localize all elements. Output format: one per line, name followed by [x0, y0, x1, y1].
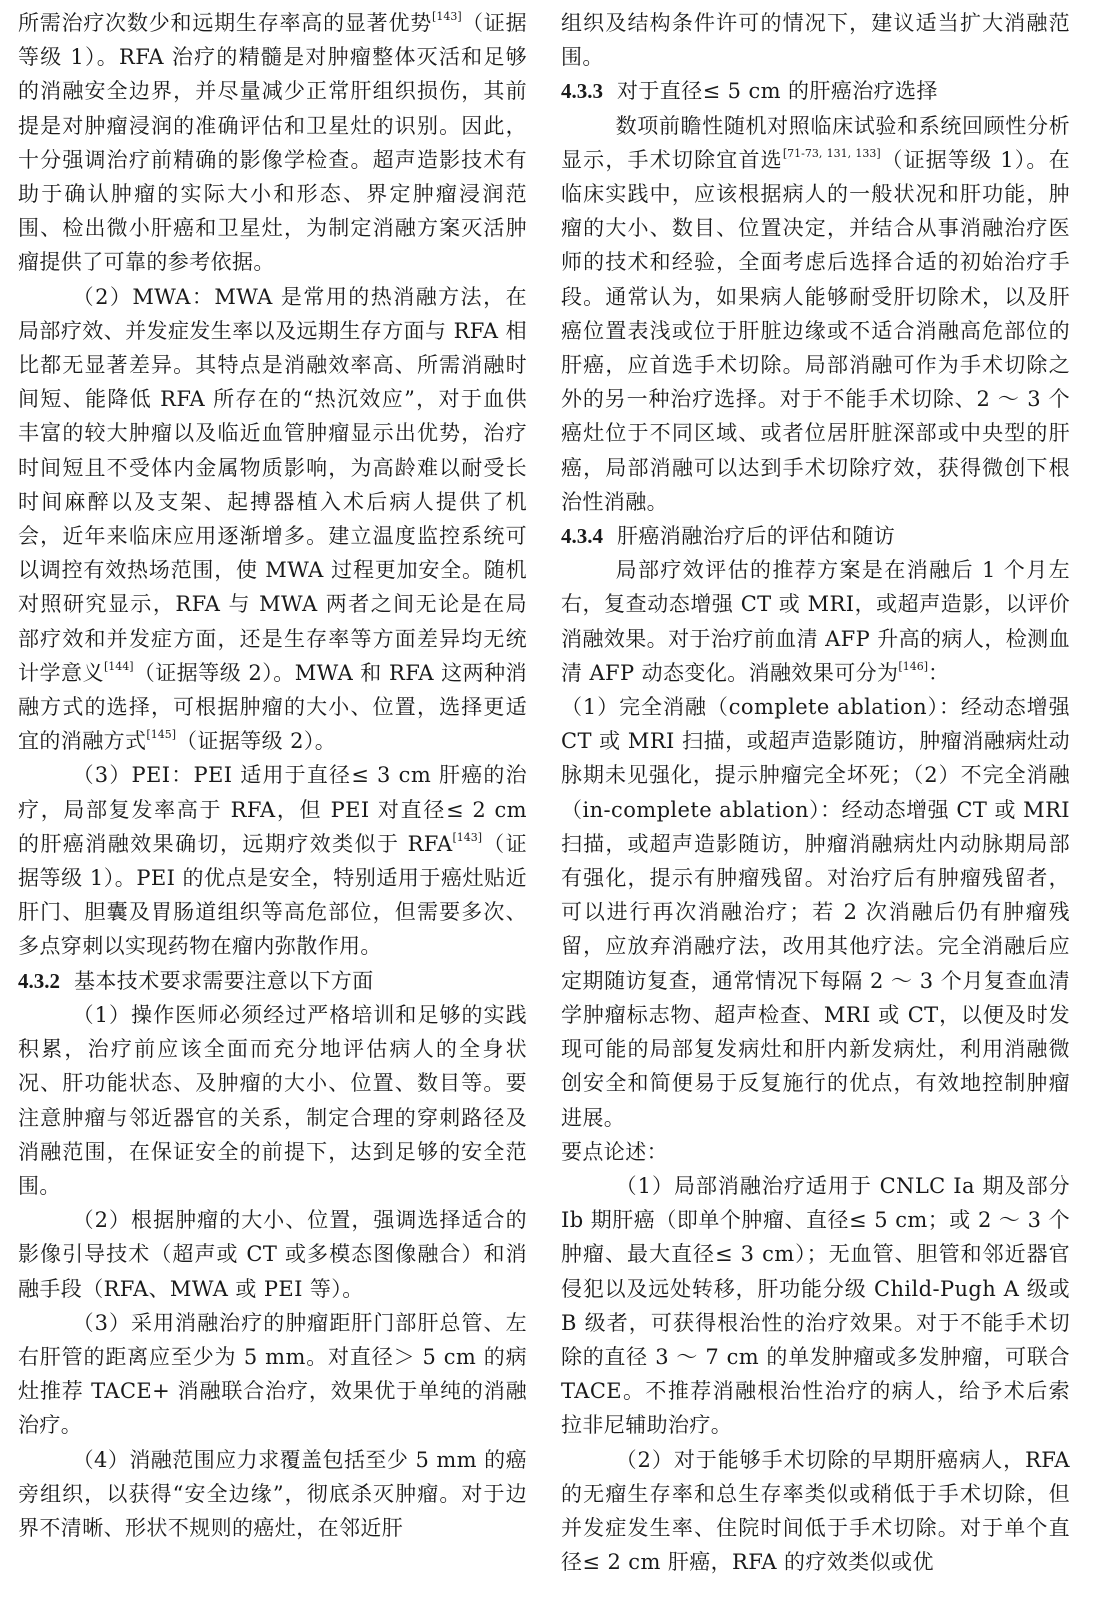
paragraph: （4）消融范围应力求覆盖包括至少 5 mm 的癌旁组织，以获得“安全边缘”，彻底杀灭肿瘤。对于边界不清晰、形状不规则的癌灶，在邻近肝 — [18, 1447, 527, 1540]
paragraph-text: （证据等级 1）。在临床实践中，应该根据病人的一般状况和肝功能，肿瘤的大小、数目、位置决定，并结合从事消融治疗医师的技术和经验，全面考虑后选择合适的初始治疗手段。通常认为，如果病人能够耐受肝切除术，以及肝癌位置表浅或位于肝脏边缘或不适合消融高危部位的肝癌，应首选手术切除。局部消融可作为手术切除之外的另一种治疗选择。对于不能手术切除、2 ～ 3 个癌灶位于不同区域、或者位居肝脏深部或中央型的肝癌，局部消融可以达到手术切除疗效，获得微创下根治性消融。 — [561, 147, 1070, 514]
paragraph: 要点论述： — [561, 1139, 668, 1164]
left-column — [18, 6, 527, 1604]
paragraph — [18, 758, 527, 963]
paragraph-text: 数项前瞻性随机对照临床试验和系统回顾性分析显示，手术切除宜首选 — [561, 113, 1070, 172]
paragraph-text: ： — [928, 660, 950, 685]
paragraph-text: 所需治疗次数少和远期生存率高的显著优势 — [18, 11, 433, 35]
paragraph: （2）对于能够手术切除的早期肝癌病人，RFA 的无瘤生存率和总生存率类似或稍低于手术切除，但并发症发生率、住院时间低于手术切除。对于单个直径≤ 2 cm 肝癌，RFA 的疗效类似或优 — [561, 1447, 1070, 1575]
paragraph: （3）采用消融治疗的肿瘤距肝门部肝总管、左右肝管的距离应至少为 5 mm。对直径＞ 5 cm 的病灶推荐 TACE+ 消融联合治疗，效果优于单纯的消融治疗。 — [18, 1310, 527, 1438]
paragraph: （1）完全消融（complete ablation）：经动态增强 CT 或 MRI 扫描，或超声造影随访，肿瘤消融病灶动脉期未见强化，提示肿瘤完全坏死；（2）不完全消融（in-complete ablation）：经动态增强 CT 或 MRI 扫描，或超声造影随访，肿瘤消融病灶内动脉期局部有强化，提示有肿瘤残留。对治疗后有肿瘤残留者，可以进行再次消融治疗；若 2 次消融后仍有肿瘤残留，应放弃消融疗法，改用其他疗法。完全消融后应定期随访复查，通常情况下每隔 2 ～ 3 个月复查血清学肿瘤标志物、超声检查、MRI 或 CT，以便及时发现可能的局部复发病灶和肝内新发病灶，利用消融微创安全和简便易于反复施行的优点，有效地控制肿瘤进展。 — [561, 695, 1070, 1130]
paragraph — [18, 6, 527, 280]
paragraph — [561, 553, 1070, 690]
section-heading — [18, 964, 527, 998]
paragraph-text: （证据等级 2）。MWA 和 RFA 这两种消融方式的选择，可根据肿瘤的大小、位置，选择更适宜的消融方式 — [18, 660, 527, 754]
section-heading — [561, 74, 1070, 108]
section-number: 4.3.3 — [561, 79, 603, 104]
paragraph-text: 局部疗效评估的推荐方案是在消融后 1 个月左右，复查动态增强 CT 或 MRI，或超声造影，以评价消融效果。对于治疗前血清 AFP 升高的病人，检测血清 AFP 动态变化。消融效果可分为 — [561, 558, 1070, 685]
paragraph: （2）根据肿瘤的大小、位置，强调选择适合的影像引导技术（超声或 CT 或多模态图像融合）和消融手段（RFA、MWA 或 PEI 等）。 — [18, 1208, 527, 1301]
paragraph — [18, 280, 527, 759]
paragraph-text: （证据等级 1）。RFA 治疗的精髓是对肿瘤整体灭活和足够的消融安全边界，并尽量减少正常肝组织损伤，其前提是对肿瘤浸润的准确评估和卫星灶的识别。因此，十分强调治疗前精确的影像学检查。超声造影技术有助于确认肿瘤的实际大小和形态、界定肿瘤浸润范围、检出微小肝癌和卫星灶，为制定消融方案灭活肿瘤提供了可靠的参考依据。 — [18, 11, 527, 275]
section-title: 基本技术要求需要注意以下方面 — [74, 968, 374, 993]
citation: [146] — [898, 659, 929, 673]
paragraph-text: （3）PEI：PEI 适用于直径≤ 3 cm 肝癌的治疗，局部复发率高于 RFA，但 PEI 对直径≤ 2 cm 的肝癌消融效果确切，远期疗效类似于 RFA — [18, 763, 527, 856]
citation: [71-73, 131, 133] — [782, 146, 881, 160]
paragraph — [561, 109, 1070, 519]
section-heading — [561, 519, 1070, 553]
citation: [144] — [104, 659, 134, 673]
section-number: 4.3.2 — [18, 968, 60, 993]
paragraph-text: （证据等级 1）。PEI 的优点是安全，特别适用于癌灶贴近肝门、胆囊及胃肠道组织等高危部位，但需要多次、多点穿刺以实现药物在瘤内弥散作用。 — [18, 831, 527, 959]
paragraph-text: （证据等级 2）。 — [176, 729, 337, 754]
paragraph: （1）局部消融治疗适用于 CNLC Ia 期及部分 Ib 期肝癌（即单个肿瘤、直径≤ 5 cm；或 2 ～ 3 个肿瘤、最大直径≤ 3 cm）；无血管、胆管和邻近器官侵犯以及远处转移，肝功能分级 Child-Pugh A 级或 B 级者，可获得根治性的治疗效果。对于不能手术切除的直径 3 ～ 7 cm 的单发肿瘤或多发肿瘤，可联合 TACE。不推荐消融根治性治疗的病人，给予术后索拉非尼辅助治疗。 — [561, 1173, 1070, 1438]
section-title: 肝癌消融治疗后的评估和随访 — [617, 524, 896, 549]
paragraph: （1）操作医师必须经过严格培训和足够的实践积累，治疗前应该全面而充分地评估病人的全身状况、肝功能状态、及肿瘤的大小、位置、数目等。要注意肿瘤与邻近器官的关系，制定合理的穿刺路径及消融范围，在保证安全的前提下，达到足够的安全范围。 — [18, 1002, 527, 1198]
citation: [143] — [432, 10, 462, 23]
paragraph: 组织及结构条件许可的情况下，建议适当扩大消融范围。 — [561, 11, 1070, 70]
citation: [145] — [146, 728, 176, 742]
citation: [143] — [452, 830, 483, 844]
section-title: 对于直径≤ 5 cm 的肝癌治疗选择 — [617, 79, 938, 104]
paragraph-text: （2）MWA：MWA 是常用的热消融方法，在局部疗效、并发症发生率以及远期生存方面与 RFA 相比都无显著差异。其特点是消融效率高、所需消融时间短、能降低 RFA 所存在的“热沉效应”，对于血供丰富的较大肿瘤以及临近血管肿瘤显示出优势，治疗时间短且不受体内金属物质影响，为高龄难以耐受长时间麻醉以及支架、起搏器植入术后病人提供了机会，近年来临床应用逐渐增多。建立温度监控系统可以调控有效热场范围，使 MWA 过程更加安全。随机对照研究显示，RFA 与 MWA 两者之间无论是在局部疗效和并发症方面，还是生存率等方面差异均无统计学意义 — [18, 284, 527, 685]
right-column — [561, 6, 1070, 1604]
section-number: 4.3.4 — [561, 524, 603, 549]
